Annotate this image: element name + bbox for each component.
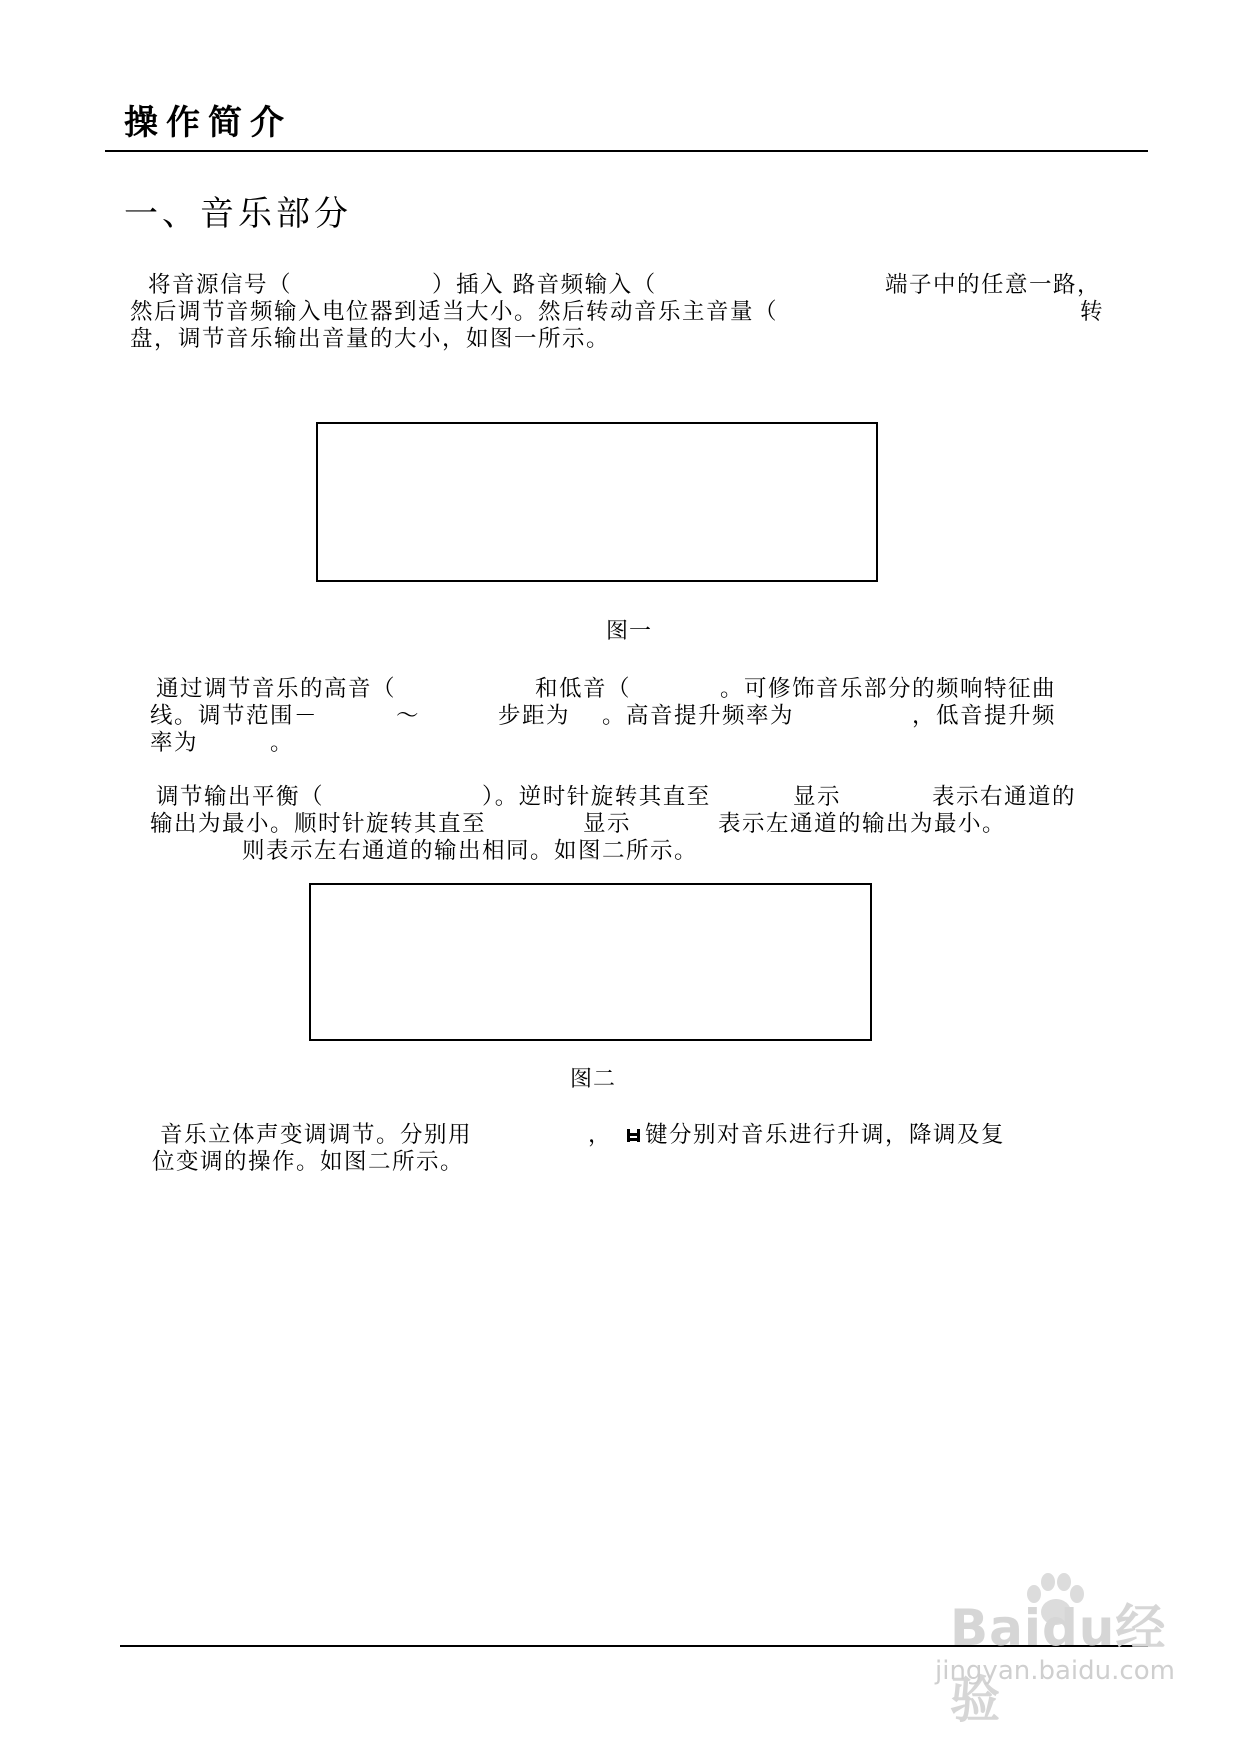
text-segment: 。高音提升频率为 xyxy=(602,703,795,729)
paragraph-music-input xyxy=(130,272,1120,353)
text-segment: 则表示左右通道的输出相同。如图二所示。 xyxy=(242,838,699,864)
text-segment: 。 xyxy=(270,730,295,756)
text-segment: 通过调节音乐的高音（ xyxy=(156,676,397,702)
text-segment: 端子中的任意一路， xyxy=(885,272,1102,298)
text-segment: 显示 xyxy=(793,784,842,810)
text-segment: ，低音提升频 xyxy=(912,703,1057,729)
text-segment: 和低音（ xyxy=(535,676,632,702)
paragraph-line xyxy=(150,703,1110,730)
figure-2-caption: 图二 xyxy=(570,1067,617,1092)
watermark-brand: Baidu经验 xyxy=(950,1599,1167,1729)
paragraph-line xyxy=(150,676,1110,703)
paragraph-line xyxy=(150,811,1110,838)
text-segment: 表示左通道的输出为最小。 xyxy=(718,811,1007,837)
text-segment: 调节输出平衡（ xyxy=(156,784,325,810)
text-segment: 将音源信号（ xyxy=(148,272,293,298)
paragraph-line xyxy=(152,1149,1112,1176)
figure-2-frame xyxy=(309,883,872,1041)
paragraph-line xyxy=(150,784,1110,811)
text-segment: 率为 xyxy=(150,730,199,756)
text-segment: 线。调节范围－ xyxy=(150,703,319,729)
text-segment: ）。逆时针旋转其直至 xyxy=(482,784,711,810)
paragraph-tone-control xyxy=(150,676,1110,757)
text-segment xyxy=(626,1122,1005,1149)
paragraph-line xyxy=(150,838,1110,865)
paragraph-balance-control xyxy=(150,784,1110,865)
text-segment: 。可修饰音乐部分的频响特征曲 xyxy=(720,676,1057,702)
text-segment: ， xyxy=(588,1122,613,1148)
header-divider xyxy=(105,150,1148,152)
paragraph-line xyxy=(152,1122,1112,1149)
text-segment: 键分别对音乐进行升调，降调及复 xyxy=(645,1122,1006,1148)
page-title: 操作简介 xyxy=(124,103,292,143)
figure-1-frame xyxy=(316,422,878,582)
figure-1-caption: 图一 xyxy=(606,619,653,644)
paragraph-line xyxy=(130,272,1120,299)
text-segment: 然后调节音频输入电位器到适当大小。然后转动音乐主音量（ xyxy=(130,299,779,325)
text-segment: 输出为最小。顺时针旋转其直至 xyxy=(150,811,487,837)
watermark xyxy=(910,1578,1175,1729)
natural-sign-icon xyxy=(626,1128,641,1143)
paragraph-line xyxy=(150,730,1110,757)
text-segment: 表示右通道的 xyxy=(932,784,1077,810)
section-title: 一、音乐部分 xyxy=(124,194,352,234)
text-segment: 盘，调节音乐输出音量的大小，如图一所示。 xyxy=(130,326,611,352)
text-segment: 音乐立体声变调调节。分别用 xyxy=(160,1122,473,1148)
text-segment: ）插入 路音频输入（ xyxy=(432,272,657,298)
text-segment: 显示 xyxy=(583,811,632,837)
text-segment: 位变调的操作。如图二所示。 xyxy=(152,1149,465,1175)
text-segment: 步距为 xyxy=(498,703,571,729)
paragraph-line xyxy=(130,326,1120,353)
watermark-url: jingyan.baidu.com xyxy=(935,1656,1175,1686)
paragraph-line xyxy=(130,299,1120,326)
text-segment: ～ xyxy=(396,703,421,729)
text-segment: 转 xyxy=(1080,299,1105,325)
paragraph-pitch-control xyxy=(152,1122,1112,1176)
